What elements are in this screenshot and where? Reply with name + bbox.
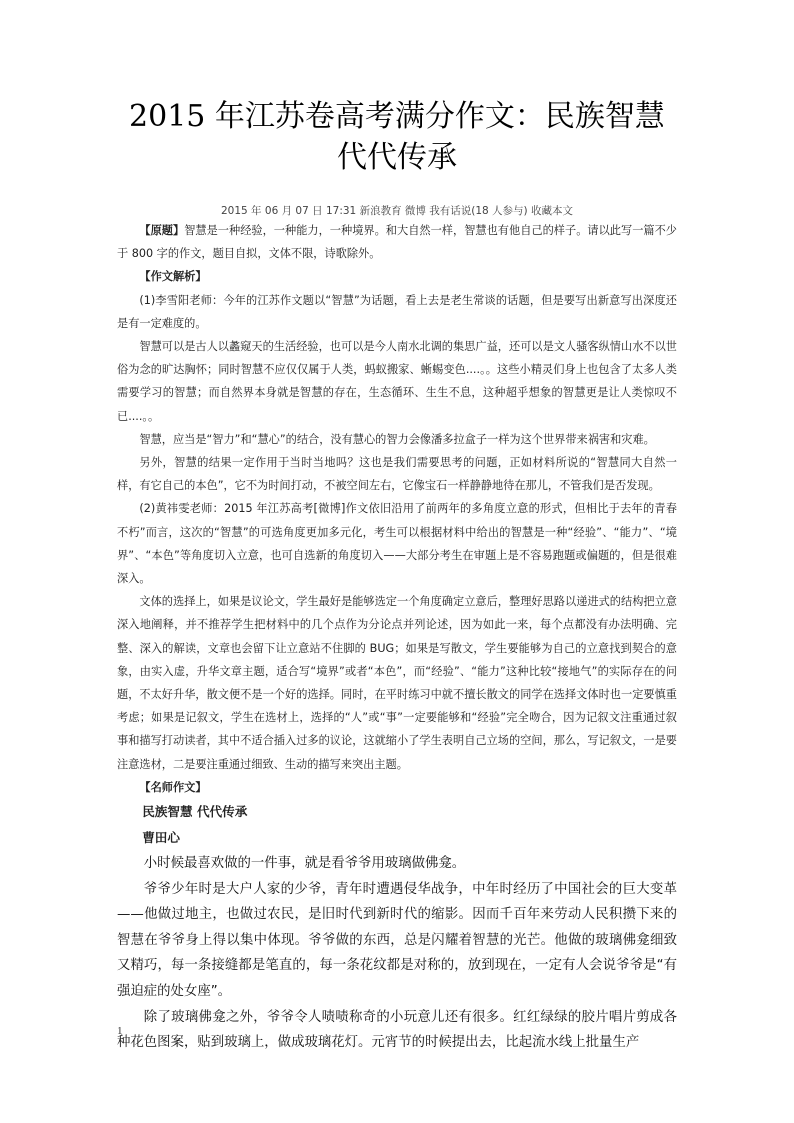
analysis-paragraph: 智慧，应当是“智力”和“慧心”的结合，没有慧心的智力会像潘多拉盒子一样为这个世界带来祸害和灾难。 [139, 432, 655, 446]
page-number: 1 [117, 1025, 123, 1037]
model-essay-heading: 【名师作文】 [139, 780, 207, 794]
analysis-heading: 【作文解析】 [139, 270, 207, 284]
analysis-paragraph: (1)李雪阳老师：今年的江苏作文题以“智慧”为话题，看上去是老生常谈的话题，但是要写出新意写出深度还是有一定难度的。 [117, 293, 677, 330]
title-line-2: 代代传承 [337, 140, 457, 175]
essay-paragraph: 小时候最喜欢做的一件事，就是看爷爷用玻璃做佛龛。 [143, 856, 466, 872]
original-question [117, 219, 677, 265]
analysis-paragraph: 另外，智慧的结果一定作用于当时当地吗？这也是我们需要思考的问题，正如材料所说的“智慧同大自然一样，有它自己的本色”，它不为时间打动，不被空间左右，它像宝石一样静静地待在那儿，不管我们是否发现。 [117, 456, 677, 493]
analysis-paragraph: (2)黄祎雯老师：2015 年江苏高考[微博]作文依旧沿用了前两年的多角度立意的形式，但相比于去年的青春不朽”而言，这次的“智慧”的可选角度更加多元化，考生可以根据材料中给出的智慧是一种“经验”、“能力”、“境界”、“本色”等角度切入立意，也可自选新的角度切入——大部分考生在审题上是不容易跑题或偏题的，但是很难深入。 [117, 502, 677, 586]
essay-paragraph: 除了玻璃佛龛之外，爷爷令人啧啧称奇的小玩意儿还有很多。红红绿绿的胶片唱片剪成各种花色图案，贴到玻璃上，做成玻璃花灯。元宵节的时候提出去，比起流水线上批量生产 [117, 1009, 677, 1051]
essay-author: 曹田心 [142, 830, 180, 846]
yuanti-label: 【原题】 [139, 224, 185, 237]
essay-title: 民族智慧 代代传承 [142, 804, 248, 820]
article-body [117, 219, 677, 1056]
essay-paragraph: 爷爷少年时是大户人家的少爷，青年时遭遇侵华战争，中年时经历了中国社会的巨大变革——他做过地主，也做过农民，是旧时代到新时代的缩影。因而千百年来劳动人民积攒下来的智慧在爷爷身上得以集中体现。爷爷做的东西，总是闪耀着智慧的光芒。他做的玻璃佛龛细致又精巧，每一条接缝都是笔直的，每一条花纹都是对称的，放到现在，一定有人会说爷爷是“有强迫症的处女座”。 [117, 881, 677, 1000]
article-meta: 2015 年 06 月 07 日 17:31 新浪教育 微博 我有话说(18 人参与) 收藏本文 [221, 205, 573, 217]
analysis-paragraph: 文体的选择上，如果是议论文，学生最好是能够选定一个角度确定立意后，整理好思路以递进式的结构把立意深入地阐释，并不推荐学生把材料中的几个点作为分论点并列论述，因为如此一来，每个点都没有办法明确、完整、深入的解读，文章也会留下让立意站不住脚的 BUG；如果是写散文，学生要能够为自己的立意找到契合的意象，由实入虚，升华文章主题，适合写“境界”或者“本色”，而“经验”、“能力”这种比较“接地气”的实际存在的问题，不太好升华，散文便不是一个好的选择。同时，在平时练习中就不擅长散文的同学在选择文体时也一定要慎重考虑；如果是记叙文，学生在选材上，选择的“人”或“事”一定要能够和“经验”完全吻合，因为记叙文注重通过叙事和描写打动读者，其中不适合插入过多的议论，这就缩小了学生表明自己立场的空间，那么，写记叙文，一是要注意选材，二是要注重通过细致、生动的描写来突出主题。 [117, 595, 677, 771]
title-line-1: 2015 年江苏卷高考满分作文：民族智慧 [129, 99, 665, 134]
analysis-paragraph: 智慧可以是古人以蠡窥天的生活经验，也可以是今人南水北调的集思广益，还可以是文人骚客纵情山水不以世俗为念的旷达胸怀；同时智慧不应仅仅属于人类，蚂蚁搬家、蜥蜴变色....。。这些小精灵们身上也包含了太多人类需要学习的智慧；而自然界本身就是智慧的存在，生态循环、生生不息，这种超乎想象的智慧更是让人类惊叹不已....。。 [117, 340, 677, 423]
yuanti-text: 智慧是一种经验，一种能力，一种境界。和大自然一样，智慧也有他自己的样子。请以此写一篇不少于 800 字的作文，题目自拟，文体不限，诗歌除外。 [117, 224, 677, 261]
essay-body [117, 851, 677, 1056]
document-title [100, 96, 694, 178]
